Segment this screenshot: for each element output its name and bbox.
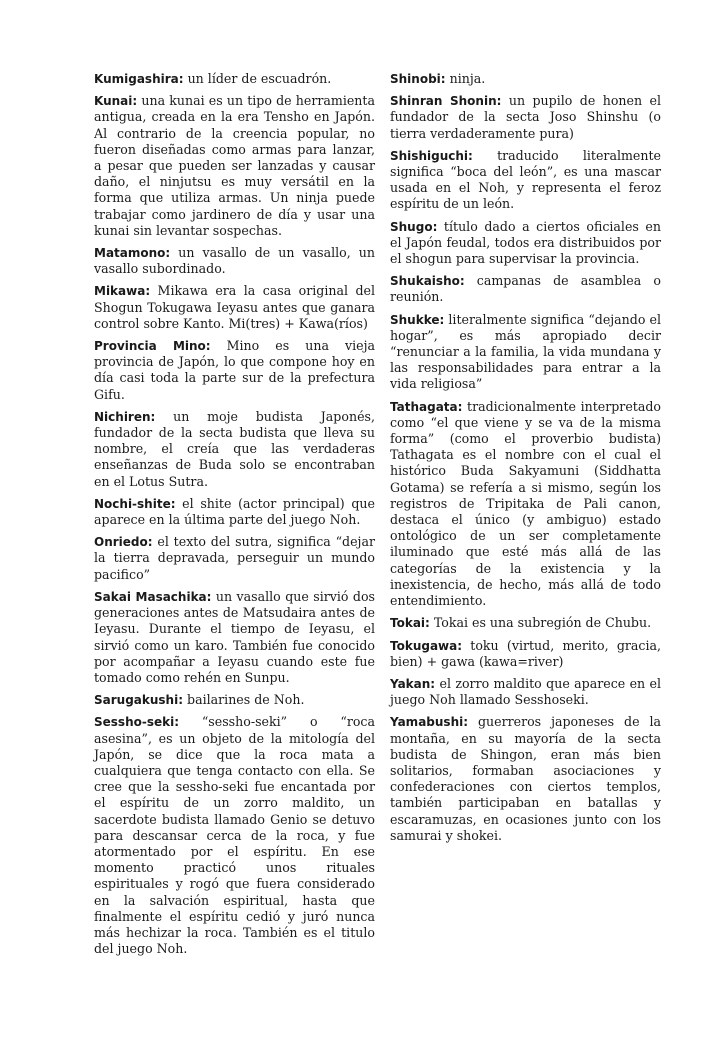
entry-term: Sessho-seki: bbox=[94, 715, 180, 730]
glossary-entry bbox=[390, 273, 661, 305]
entry-definition: un vasallo de un vasallo, un vasallo subordinado. bbox=[94, 245, 375, 277]
entry-term: Shukke: bbox=[390, 312, 445, 327]
glossary-entry bbox=[94, 534, 375, 583]
glossary-entry bbox=[94, 283, 375, 332]
entry-term: Nochi-shite: bbox=[94, 496, 176, 511]
entry-term: Shugo: bbox=[390, 219, 438, 234]
entry-term: Onriedo: bbox=[94, 535, 153, 550]
entry-term: Tathagata: bbox=[390, 399, 463, 414]
entry-definition: Tokai es una subregión de Chubu. bbox=[429, 615, 652, 631]
entry-term: Tokai: bbox=[390, 616, 430, 631]
entry-definition: guerreros japoneses de la montaña, en su mayoría de la secta budista de Shingon, eran más bien solitarios, formaban asociaciones y confederaciones con ciertos templos, también participaban en batallas y escaramuzas, en ocasiones junto con los samurai y shokei. bbox=[390, 714, 661, 843]
glossary-column-left bbox=[94, 71, 375, 963]
entry-definition: “sessho-seki” o “roca asesina”, es un objeto de la mitología del Japón, se dice que la roca mata a cualquiera que tenga contacto con ella. Se cree que la sessho-seki fue encantada por el espíritu de un zorro maldito, un sacerdote budista llamado Genio se detuvo para descansar cerca de la roca, y fue atormentado por el espíritu. En ese momento practicó unos rituales espirituales y rogó que fuera considerado en la salvación espiritual, hasta que finalmente el espíritu cedió y juró nunca más hechizar la roca. También es el titulo del juego Noh. bbox=[94, 714, 375, 957]
entry-definition: Mikawa era la casa original del Shogun Tokugawa Ieyasu antes que ganara control sobre Kanto. Mi(tres) + Kawa(ríos) bbox=[94, 283, 375, 331]
glossary-entry bbox=[94, 93, 375, 239]
entry-term: Shishiguchi: bbox=[390, 148, 473, 163]
entry-definition: un moje budista Japonés, fundador de la secta budista que lleva su nombre, el creía que las verdaderas enseñanzas de Buda solo se encontraban en el Lotus Sutra. bbox=[94, 408, 375, 489]
entry-term: Shinran Shonin: bbox=[390, 94, 502, 109]
glossary-entry bbox=[390, 71, 661, 87]
glossary-entry bbox=[390, 148, 661, 213]
entry-term: Kumigashira: bbox=[94, 72, 184, 86]
entry-term: Nichiren: bbox=[94, 409, 156, 424]
entry-definition: traducido literalmente significa “boca del león”, es una mascar usada en el Noh, y representa el feroz espíritu de un león. bbox=[390, 147, 661, 212]
glossary-entry bbox=[94, 71, 375, 87]
entry-term: Sakai Masachika: bbox=[94, 589, 212, 604]
glossary-entry bbox=[94, 409, 375, 490]
entry-term: Shukaisho: bbox=[390, 274, 465, 289]
glossary-entry bbox=[94, 589, 375, 686]
entry-definition: un líder de escuadrón. bbox=[183, 71, 332, 86]
entry-definition: literalmente significa “dejando el hogar”, es más apropiado decir “renunciar a la familia, la vida mundana y las responsabilidades para entrar a la vida religiosa” bbox=[390, 311, 661, 392]
entry-term: Kunai: bbox=[94, 94, 138, 109]
entry-term: Shinobi: bbox=[390, 72, 446, 86]
entry-definition: bailarines de Noh. bbox=[183, 692, 305, 708]
glossary-entry bbox=[94, 245, 375, 277]
entry-term: Provincia Mino: bbox=[94, 339, 211, 354]
glossary-entry bbox=[94, 338, 375, 403]
glossary-entry bbox=[94, 714, 375, 957]
entry-definition: el zorro maldito que aparece en el juego Noh llamado Sesshoseki. bbox=[390, 675, 661, 708]
entry-term: Matamono: bbox=[94, 246, 171, 261]
entry-definition: un pupilo de honen el fundador de la secta Joso Shinshu (o tierra verdaderamente pura) bbox=[390, 93, 661, 141]
glossary-entry bbox=[390, 615, 661, 631]
entry-term: Tokugawa: bbox=[390, 638, 463, 653]
glossary-entry bbox=[390, 638, 661, 670]
entry-definition: toku (virtud, merito, gracia, bien) + gawa (kawa=river) bbox=[390, 637, 661, 669]
entry-definition: un vasallo que sirvió dos generaciones antes de Matsudaira antes de Ieyasu. Durante el tiempo de Ieyasu, el sirvió como un karo. También fue conocido por acompañar a Ieyasu cuando este fue tomado como rehén en Sunpu. bbox=[94, 588, 376, 685]
glossary-column-right bbox=[390, 71, 661, 850]
glossary-entry bbox=[390, 714, 661, 844]
glossary-entry bbox=[94, 496, 375, 528]
entry-term: Sarugakushi: bbox=[94, 693, 184, 708]
entry-term: Yamabushi: bbox=[390, 715, 469, 730]
glossary-entry bbox=[390, 676, 661, 708]
glossary-entry bbox=[94, 692, 375, 708]
entry-term: Mikawa: bbox=[94, 284, 151, 299]
entry-definition: campanas de asamblea o reunión. bbox=[390, 273, 661, 305]
entry-definition: el shite (actor principal) que aparece en la última parte del juego Noh. bbox=[94, 495, 375, 528]
glossary-entry bbox=[390, 219, 661, 268]
entry-definition: título dado a ciertos oficiales en el Japón feudal, todos era distribuidos por el shogun para supervisar la provincia. bbox=[390, 218, 661, 267]
entry-definition: el texto del sutra, significa “dejar la tierra depravada, perseguir un mundo pacifico” bbox=[94, 534, 375, 582]
entry-definition: Mino es una vieja provincia de Japón, lo que compone hoy en día casi toda la parte sur de la prefectura Gifu. bbox=[94, 338, 375, 402]
entry-definition: una kunai es un tipo de herramienta antigua, creada en la era Tensho en Japón. Al contrario de la creencia popular, no fueron diseñadas como armas para lanzar, a pesar que pueden ser lanzadas y causar daño, el ninjutsu es muy versátil en la forma que utiliza armas. Un ninja puede trabajar como jardinero de día y usar una kunai sin levantar sospechas. bbox=[94, 93, 375, 238]
glossary-entry bbox=[390, 93, 661, 142]
glossary-entry bbox=[390, 312, 661, 393]
entry-definition: tradicionalmente interpretado como “el que viene y se va de la misma forma” (como el proverbio budista) Tathagata es el nombre con el cual el histórico Buda Sakyamuni (Siddhatta Gotama) se refería a si mismo, según los registros de Tripitaka de Pali canon, destaca el único (y ambiguo) estado ontológico de un ser completamente iluminado que esté más allá de las categorías de la existencia y la inexistencia, de hecho, más allá de todo entendimiento. bbox=[390, 398, 661, 609]
entry-term: Yakan: bbox=[390, 676, 436, 691]
glossary-entry bbox=[390, 399, 661, 610]
entry-definition: ninja. bbox=[445, 71, 486, 86]
